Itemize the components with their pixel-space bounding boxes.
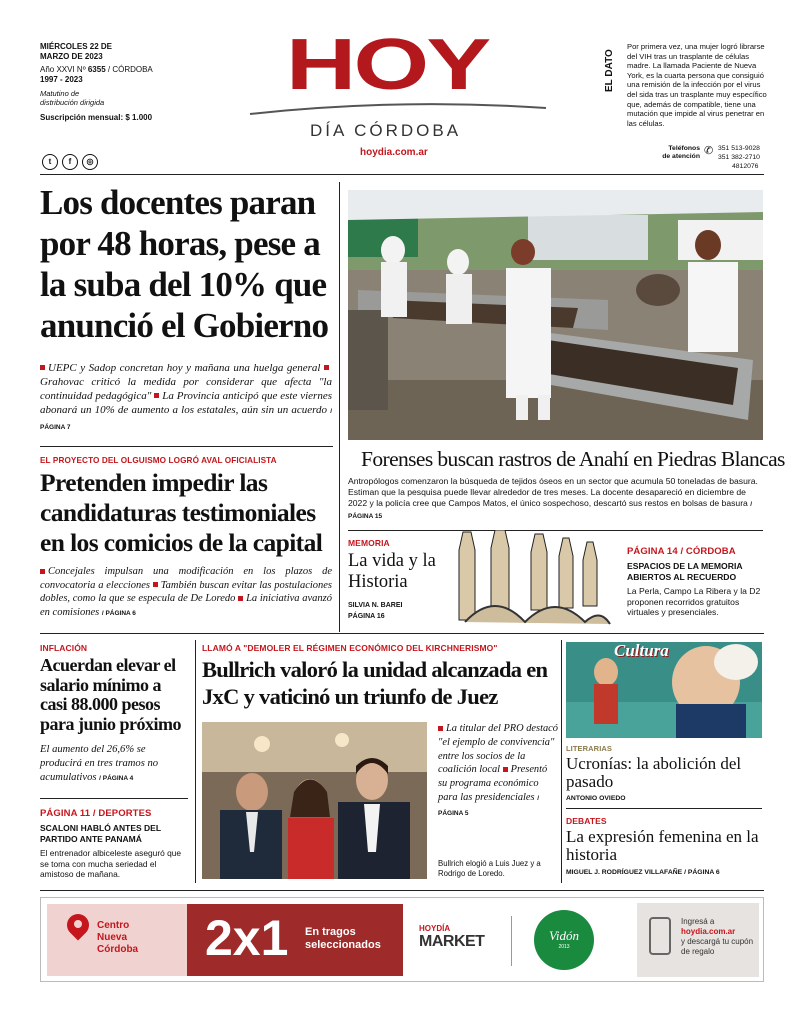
subscription-price: Suscripción mensual: $ 1.000 [40,113,153,122]
dato-text: Por primera vez, una mujer logró librarse del VIH tras un trasplante de células madre. La llamada Paciente de Nueva York, es la cuarta persona que consiguió una remisión de la infección por el virus del sida tras un trasplante muy específico que, además de compatible, tiene una mutación que impide al virus penetrar en las células. [627,42,767,128]
inflacion-text: El aumento del 26,6% se producirá en tres tramos no acumulativos [40,744,159,783]
bullrich-caption: Bullrich elogió a Luis Juez y a Rodrigo de Loredo. [438,859,541,878]
vidon-name: Vidón [548,928,580,943]
bullrich-photo[interactable] [202,722,427,879]
memoria-kicker: MEMORIA [348,538,390,548]
coupon-text [681,917,757,957]
vidon-logo[interactable] [534,910,594,970]
website-link[interactable]: hoydia.com.ar [360,147,428,158]
forensics-scene [348,190,763,440]
facebook-icon[interactable]: f [62,154,78,170]
forensics-page: / PÁGINA 15 [348,500,753,521]
coupon-box[interactable] [637,903,759,977]
inflacion-page: / PÁGINA 4 [99,775,134,782]
inflacion-kicker: INFLACIÓN [40,643,88,653]
bullrich-bullets [438,722,558,821]
second-bullet-1: Concejales impulsan una modificación en los plazos de convocatoria a elecciones [40,566,332,591]
debates-page: / PÁGINA 6 [684,869,720,876]
edition-years: 1997 - 2023 [40,75,83,84]
logo[interactable] [248,25,548,150]
logo-text: HOY [286,25,489,105]
divider [511,916,512,966]
bullet-square [324,365,329,370]
lead-page: / PÁGINA 7 [40,408,333,431]
bullet-square [154,393,159,398]
cordoba-body: La Perla, Campo La Ribera y la D2 proponen recorridos gratuitos virtuales y presenciales. [627,586,761,618]
second-page: / PÁGINA 6 [101,609,136,617]
memoria-page: PÁGINA 16 [348,613,385,620]
ad-promo-block[interactable] [47,904,403,976]
bullet-square [153,582,158,587]
memoria-title[interactable]: La vida y la Historia [348,551,436,592]
bullet-square [438,726,443,731]
market-name: MARKET [419,933,485,950]
coupon-desc: y descargá tu cupón de regalo [681,937,754,956]
ad-brand-line-1: Centro [97,920,130,931]
footer-divider [40,890,764,891]
coupon-cta: Ingresá a [681,917,715,926]
bullrich-scene [202,722,427,879]
forensics-headline[interactable]: Forenses buscan rastros de Anahí en Piedras Blancas [361,447,785,471]
ad-brand-line-3: Córdoba [97,944,139,955]
lead-headline[interactable]: Los docentes paran por 48 horas, pese a la suba del 10% que anunció el Gobierno [40,183,329,345]
bullrich-headline[interactable]: Bullrich valoró la unidad alcanzada en JxC y vaticinó un triunfo de Juez [202,657,548,709]
bullet-square [238,596,243,601]
literarias-kicker: LITERARIAS [566,744,612,753]
phone-hand-icon [649,917,671,955]
second-kicker: EL PROYECTO DEL OLGUISMO LOGRÓ AVAL OFICIALISTA [40,456,277,465]
ad-promo-text: En tragos seleccionados [305,926,381,951]
forensics-text: Antropólogos comenzaron la búsqueda de tejidos óseos en un sector que acumula 50 toneladas de basura. Estiman que la pesquisa puede llevar alrededor de tres meses. La docente desapareció en diciembre de 2022 y la policía cree que Campos Matos, el único sospechoso, descartó sus restos en bolsas de basura [348,476,758,508]
phone-label: Teléfonos de atención [662,145,700,161]
bullrich-bullet-2: Presentó su programa económico para las presidenciales [438,764,548,803]
literarias-title[interactable]: Ucronías: la abolición del pasado [566,754,742,791]
market-small: HOYDÍA [419,924,451,933]
forensics-body [348,476,763,523]
instagram-icon[interactable]: ◎ [82,154,98,170]
deportes-kicker: PÁGINA 11 / DEPORTES [40,808,152,819]
literarias-author: ANTONIO OVIEDO [566,795,626,802]
twitter-icon[interactable]: t [42,154,58,170]
bullet-square [503,767,508,772]
inflacion-body [40,743,188,786]
bullet-square [40,365,45,370]
divider [566,808,762,809]
cultura-banner: Cultura [614,642,669,660]
phone-icon: ✆ [704,145,714,157]
ad-brand-line-2: Nueva [97,932,128,943]
lead-bullet-1: UEPC y Sadop concretan hoy y mañana una huelga general [48,362,321,374]
logo-swoosh [248,100,548,120]
masthead-left [40,42,200,123]
second-bullets [40,565,332,620]
cordoba-title[interactable]: ESPACIOS DE LA MEMORIA ABIERTOS AL RECUERDO [627,561,743,582]
cordoba-kicker: PÁGINA 14 / CÓRDOBA [627,546,736,557]
debates-title[interactable]: La expresión femenina en la historia [566,827,759,864]
deportes-body: El entrenador albiceleste aseguró que se toma con mucha seriedad el amistoso de mañana. [40,848,182,879]
column-divider [339,182,340,632]
debates-kicker: DEBATES [566,816,607,826]
vidon-year: 2013 [558,944,570,950]
column-divider [561,640,562,883]
lead-bullet-3: La Provincia anticipó que este viernes abonará un 10% de aumento a los estatales, aún sin un acuerdo [40,390,332,416]
market-logo[interactable] [419,924,484,951]
inflacion-headline[interactable]: Acuerdan elevar el salario mínimo a casi 88.000 pesos para junio próximo [40,655,182,734]
deportes-title[interactable]: SCALONI HABLÓ ANTES DEL PARTIDO ANTE PANAMÁ [40,823,161,844]
forensics-photo[interactable] [348,190,763,440]
second-bullet-3: La iniciativa avanzó en comisiones [40,593,333,618]
divider [40,446,333,447]
phone-3[interactable]: 4812076 [732,163,759,170]
bullrich-bullet-1: La titular del PRO destacó "el ejemplo de convivencia" entre los socios de la coalición local [438,723,558,776]
location-pin-dot-icon [74,920,82,928]
memoria-author: SILVIA N. BAREI [348,602,403,609]
distribution-note: Matutino de distribución dirigida [40,89,105,107]
debates-author: MIGUEL J. RODRÍGUEZ VILLAFAÑE [566,869,683,876]
ad-promo: 2x1 [205,910,289,966]
edition-info: Año XXVI Nº 6355 / CÓRDOBA [40,65,153,74]
masthead-divider [40,174,764,175]
debates-byline [566,869,720,876]
coupon-url[interactable]: hoydia.com.ar [681,927,736,936]
memoria-illustration [455,530,615,632]
bullet-square [40,569,45,574]
lead-bullets [40,361,332,435]
second-bullet-2: También buscan evitar las postulaciones dobles, como la que se especula de De Loredo [40,579,333,605]
bullrich-kicker: LLAMÓ A "DEMOLER EL RÉGIMEN ECONÓMICO DEL KIRCHNERISMO" [202,643,498,653]
lead-bullet-2: Grahovac criticó la medida por considerar que afecta "la continuidad pedagógica" [40,376,332,402]
edition-date: MIÉRCOLES 22 DE MARZO DE 2023 [40,42,113,61]
ad-brand [97,920,138,956]
logo-subtitle: DÍA CÓRDOBA [310,121,462,140]
phone-2[interactable]: 351 382-2710 [718,154,760,161]
dato-label: EL DATO [604,49,615,92]
second-headline[interactable]: Pretenden impedir las candidaturas testimoniales en los comicios de la capital [40,468,323,557]
column-divider [195,640,196,883]
phone-1[interactable]: 351 513-9028 [718,145,760,152]
cultura-illustration[interactable] [566,642,762,738]
ad-banner[interactable] [40,897,764,982]
divider [40,798,188,799]
bullrich-page: / PÁGINA 5 [438,794,540,817]
social-links [42,149,102,170]
section-divider [40,633,764,634]
